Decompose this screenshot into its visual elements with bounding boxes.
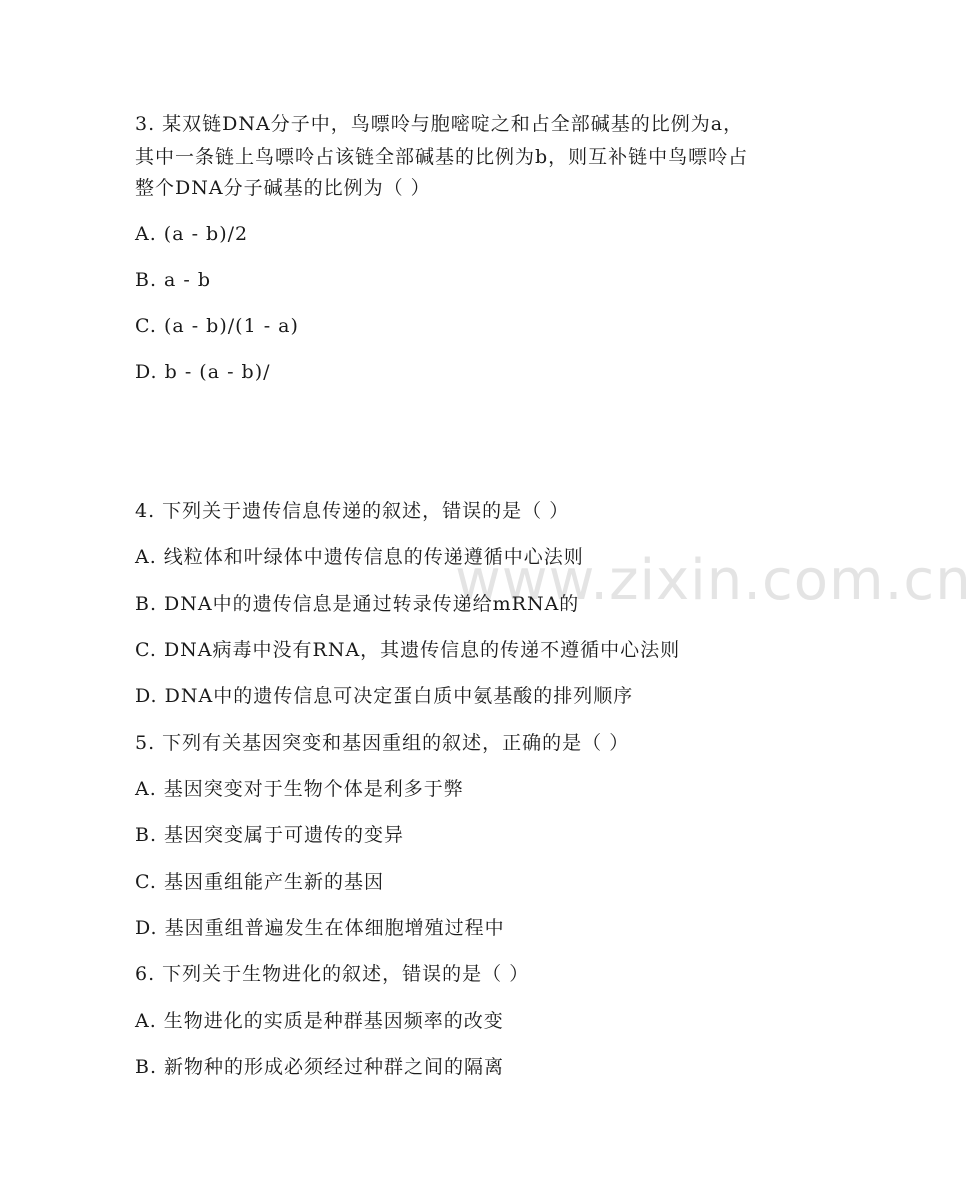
q4-option-d: D. DNA中的遗传信息可决定蛋白质中氨基酸的排列顺序 [135,685,634,707]
q5-option-c: C. 基因重组能产生新的基因 [135,871,384,893]
q3-stem-line-2: 其中一条链上鸟嘌呤占该链全部碱基的比例为b，则互补链中鸟嘌呤占 [135,146,749,168]
q5-stem: 5. 下列有关基因突变和基因重组的叙述，正确的是（ ） [135,732,630,754]
q4-option-c: C. DNA病毒中没有RNA，其遗传信息的传递不遵循中心法则 [135,639,681,661]
q3-option-b: B. a - b [135,269,212,291]
q6-option-b: B. 新物种的形成必须经过种群之间的隔离 [135,1056,505,1078]
q5-option-b: B. 基因突变属于可遗传的变异 [135,824,405,846]
q5-option-a: A. 基因突变对于生物个体是利多于弊 [135,778,464,800]
q3-option-d: D. b - (a - b)/ [135,361,271,383]
q6-stem: 6. 下列关于生物进化的叙述，错误的是（ ） [135,963,530,985]
watermark: www.zixin.com.cn [455,548,972,613]
q4-option-a: A. 线粒体和叶绿体中遗传信息的传递遵循中心法则 [135,546,584,568]
q3-stem-line-3: 整个DNA分子碱基的比例为（ ） [135,177,431,199]
q6-option-a: A. 生物进化的实质是种群基因频率的改变 [135,1010,504,1032]
q4-stem: 4. 下列关于遗传信息传递的叙述，错误的是（ ） [135,500,570,522]
q4-option-b: B. DNA中的遗传信息是通过转录传递给mRNA的 [135,593,580,615]
q3-stem-line-1: 3. 某双链DNA分子中，鸟嘌呤与胞嘧啶之和占全部碱基的比例为a， [135,113,744,135]
q3-option-a: A. (a - b)/2 [135,223,249,245]
q3-option-c: C. (a - b)/(1 - a) [135,315,299,337]
q5-option-d: D. 基因重组普遍发生在体细胞增殖过程中 [135,917,505,939]
